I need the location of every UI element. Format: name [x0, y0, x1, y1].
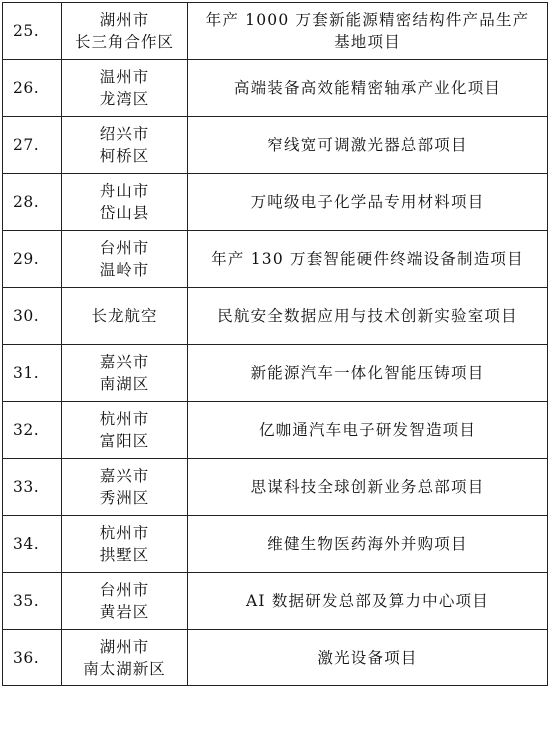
region-city: 台州市 — [99, 239, 150, 257]
region-city: 嘉兴市 — [99, 353, 150, 371]
region-organization: 长龙航空 — [91, 307, 158, 325]
table-row — [3, 630, 548, 686]
project-cell — [188, 630, 548, 686]
region-district: 秀洲区 — [99, 489, 150, 507]
region-cell — [62, 117, 188, 174]
project-name-line: 新能源汽车一体化智能压铸项目 — [250, 364, 485, 382]
row-number: 28. — [3, 174, 62, 231]
region-district: 龙湾区 — [99, 90, 150, 108]
row-number: 25. — [3, 3, 62, 60]
project-table — [2, 2, 548, 686]
region-city: 绍兴市 — [99, 125, 150, 143]
region-city: 杭州市 — [99, 524, 150, 542]
row-number: 30. — [3, 288, 62, 345]
project-table-body — [3, 3, 548, 686]
row-number: 26. — [3, 60, 62, 117]
project-cell — [188, 174, 548, 231]
table-row — [3, 60, 548, 117]
region-district: 南太湖新区 — [83, 659, 166, 678]
project-cell — [188, 117, 548, 174]
region-city: 台州市 — [99, 581, 150, 599]
project-cell — [188, 402, 548, 459]
row-number: 33. — [3, 459, 62, 516]
project-cell — [188, 345, 548, 402]
region-district: 温岭市 — [99, 261, 150, 279]
table-row — [3, 402, 548, 459]
region-cell — [62, 231, 188, 288]
region-cell — [62, 345, 188, 402]
table-row — [3, 573, 548, 630]
region-district: 岱山县 — [99, 204, 150, 222]
region-district: 拱墅区 — [99, 546, 150, 564]
region-cell — [62, 630, 188, 686]
project-name-line: 高端装备高效能精密轴承产业化项目 — [233, 79, 502, 97]
table-row — [3, 174, 548, 231]
project-cell — [188, 60, 548, 117]
table-row — [3, 288, 548, 345]
region-district: 富阳区 — [99, 432, 150, 450]
region-city: 湖州市 — [99, 11, 150, 29]
project-cell — [188, 516, 548, 573]
region-city: 湖州市 — [99, 637, 150, 656]
project-name-line: AI 数据研发总部及算力中心项目 — [246, 592, 489, 610]
table-row — [3, 516, 548, 573]
row-number: 35. — [3, 573, 62, 630]
project-name-line: 维健生物医药海外并购项目 — [267, 535, 468, 553]
row-number: 36. — [3, 630, 62, 686]
row-number: 29. — [3, 231, 62, 288]
table-row — [3, 231, 548, 288]
project-name-line: 窄线宽可调激光器总部项目 — [267, 136, 468, 154]
table-row — [3, 345, 548, 402]
region-district: 南湖区 — [99, 375, 150, 393]
region-cell — [62, 459, 188, 516]
project-name-line: 亿咖通汽车电子研发智造项目 — [258, 421, 477, 439]
region-cell — [62, 288, 188, 345]
row-number: 34. — [3, 516, 62, 573]
row-number: 31. — [3, 345, 62, 402]
project-cell — [188, 3, 548, 60]
region-cell — [62, 573, 188, 630]
project-cell — [188, 573, 548, 630]
region-cell — [62, 402, 188, 459]
region-city: 温州市 — [99, 68, 150, 86]
project-name-line: 激光设备项目 — [317, 648, 418, 667]
region-cell — [62, 3, 188, 60]
project-cell — [188, 288, 548, 345]
table-row — [3, 459, 548, 516]
region-district: 黄岩区 — [99, 603, 150, 621]
region-district: 柯桥区 — [99, 147, 150, 165]
region-city: 舟山市 — [99, 182, 150, 200]
project-cell — [188, 231, 548, 288]
region-cell — [62, 174, 188, 231]
project-name-line: 思谋科技全球创新业务总部项目 — [250, 478, 485, 496]
project-name-line: 基地项目 — [334, 33, 401, 51]
region-city: 嘉兴市 — [99, 467, 150, 485]
project-name-line: 年产 130 万套智能硬件终端设备制造项目 — [211, 250, 524, 268]
region-district: 长三角合作区 — [74, 33, 174, 51]
project-name-line: 年产 1000 万套新能源精密结构件产品生产 — [205, 11, 530, 29]
project-table-container — [2, 2, 547, 686]
project-cell — [188, 459, 548, 516]
region-cell — [62, 516, 188, 573]
project-name-line: 万吨级电子化学品专用材料项目 — [250, 193, 485, 211]
table-row — [3, 3, 548, 60]
table-row — [3, 117, 548, 174]
row-number: 27. — [3, 117, 62, 174]
region-cell — [62, 60, 188, 117]
project-name-line: 民航安全数据应用与技术创新实验室项目 — [217, 307, 518, 325]
row-number: 32. — [3, 402, 62, 459]
region-city: 杭州市 — [99, 410, 150, 428]
